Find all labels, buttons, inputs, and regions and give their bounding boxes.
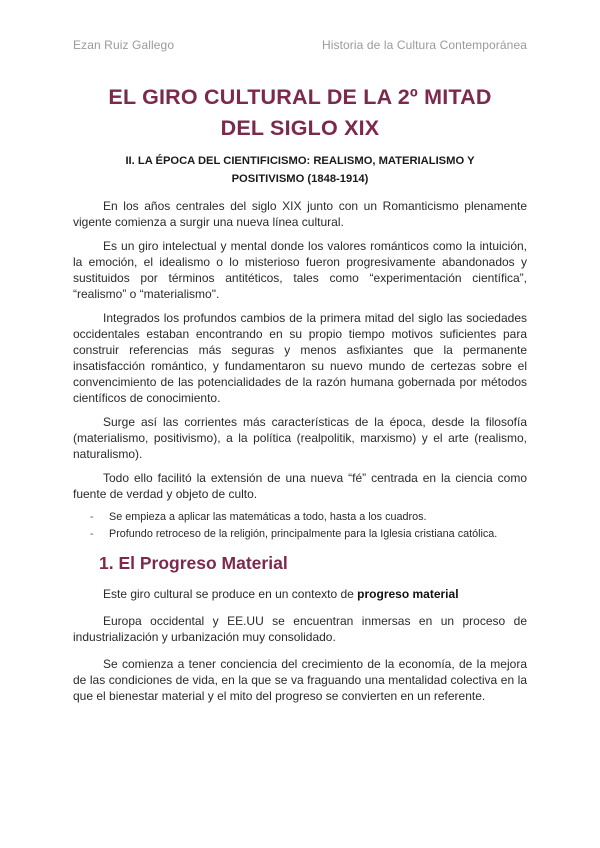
document-title [73, 82, 527, 144]
header-course: Historia de la Cultura Contemporánea [321, 38, 527, 52]
list-item-text: Se empieza a aplicar las matemáticas a todo, hasta a los cuadros. [109, 511, 427, 523]
title-line-2: DEL SIGLO XIX [220, 116, 380, 140]
paragraph: Integrados los profundos cambios de la primera mitad del siglo las sociedades occidentales estaban encontrando en su propio tiempo motivos suficientes para construir referencias más seguras y menos asfixiantes que la permanente insatisfacción romántico, y fundamentaron su nuevo mundo de certezas sobre el convencimiento de las potencialidades de la razón humana gobernada por métodos científicos de conocimiento. [73, 311, 527, 405]
page-content [73, 82, 527, 715]
title-line-1: EL GIRO CULTURAL DE LA 2º MITAD [108, 85, 492, 109]
paragraph: En los años centrales del siglo XIX junto con un Romanticismo plenamente vigente comienza a surgir una nueva línea cultural. [73, 199, 527, 229]
paragraph: Surge así las corrientes más características de la época, desde la filosofía (materialismo, positivismo), a la política (realpolitik, marxismo) y el arte (realismo, naturalismo). [73, 415, 527, 461]
chapter-subtitle [73, 152, 527, 188]
dash-bullet: - [90, 511, 94, 523]
paragraph: Se comienza a tener conciencia del crecimiento de la economía, de la mejora de las condiciones de vida, en la que se va fraguando una mentalidad colectiva en la que el bienestar material y el mito del progreso se convierten en un referente. [73, 657, 527, 703]
bullet-list [73, 510, 527, 541]
intro-emphasis: progreso material [357, 587, 459, 601]
paragraph: Todo ello facilitó la extensión de una nueva “fé” centrada en la ciencia como fuente de verdad y objeto de culto. [73, 471, 527, 501]
dash-bullet: - [90, 527, 94, 540]
list-item [73, 510, 527, 525]
subtitle-line-1: II. LA ÉPOCA DEL CIENTIFICISMO: REALISMO, MATERIALISMO Y [125, 155, 475, 167]
paragraph: Europa occidental y EE.UU se encuentran inmersas en un proceso de industrialización y urbanización muy consolidado. [73, 614, 527, 644]
list-item [73, 527, 527, 542]
subtitle-line-2: POSITIVISMO (1848-1914) [231, 173, 369, 185]
page-header [73, 38, 527, 52]
intro-text: Este giro cultural se produce en un contexto de [103, 587, 358, 601]
paragraph: Es un giro intelectual y mental donde los valores románticos como la intuición, la emoción, el idealismo o lo misterioso fueron progresivamente abandonados y sustituidos por términos antitéticos, tales como “experimentación científica”, “realismo” o “materialismo". [73, 239, 527, 301]
section-heading: 1. El Progreso Material [99, 553, 288, 573]
section-intro [73, 586, 527, 602]
list-item-text: Profundo retroceso de la religión, principalmente para la Iglesia cristiana católica. [109, 527, 498, 540]
header-author: Ezan Ruiz Gallego [73, 38, 175, 52]
